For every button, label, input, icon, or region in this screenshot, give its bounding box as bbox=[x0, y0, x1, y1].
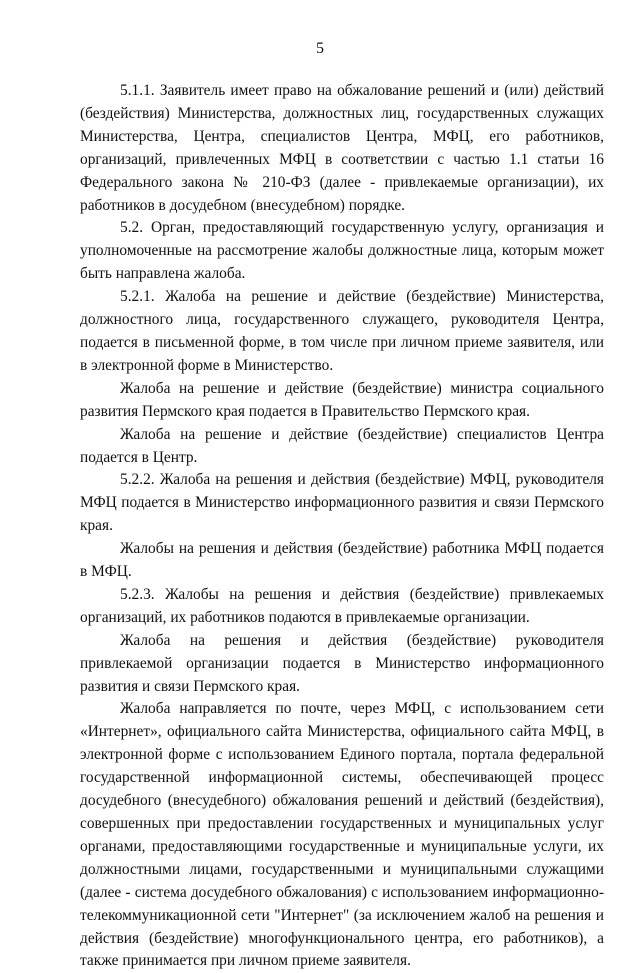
paragraph-submission-methods: Жалоба направляется по почте, через МФЦ, с использованием сети «Интернет», официального сайта Министерства, официального сайта МФЦ, в электронной форме с использованием Единого портала, портала федеральной государственной информационной системы, обеспечивающей процесс досудебного (внесудебного) обжалования решений и действий (бездействия), совершенных при предоставлении государственных и муниципальных услуг органами, предоставляющими государственные и муниципальные услуги, их должностными лицами, государственными и муниципальными служащими (далее - система досудебного обжалования) с использованием информационно-телекоммуникационной сети "Интернет" (за исключением жалоб на решения и действия (бездействие) многофункционального центра, его работников), а также принимается при личном приеме заявителя. bbox=[80, 700, 604, 970]
document-body bbox=[80, 80, 604, 973]
paragraph-5-1-1: 5.1.1. Заявитель имеет право на обжалование решений и (или) действий (бездействия) Министерства, должностных лиц, государственных служащих Министерства, Центра, специалистов Центра, МФЦ, его работников, организаций, привлеченных МФЦ в соответствии с частью 1.1 статьи 16 Федерального закона № 210-ФЗ (далее - привлекаемые организации), их работников в досудебном (внесудебном) порядке. bbox=[80, 82, 604, 214]
paragraph-center-complaint: Жалоба на решение и действие (бездействие) специалистов Центра подается в Центр. bbox=[80, 425, 604, 466]
paragraph-5-2-2: 5.2.2. Жалоба на решения и действия (бездействие) МФЦ, руководителя МФЦ подается в Министерство информационного развития и связи Пермского края. bbox=[80, 471, 604, 535]
paragraph-5-2: 5.2. Орган, предоставляющий государственную услугу, организация и уполномоченные на рассмотрение жалобы должностные лица, которым может быть направлена жалоба. bbox=[80, 219, 604, 283]
paragraph-mfc-worker-complaint: Жалобы на решения и действия (бездействие) работника МФЦ подается в МФЦ. bbox=[80, 540, 604, 581]
page-number: 5 bbox=[316, 40, 324, 57]
paragraph-org-head-complaint: Жалоба на решения и действия (бездействие) руководителя привлекаемой организации подается в Министерство информационного развития и связи Пермского края. bbox=[80, 631, 604, 695]
paragraph-5-2-1: 5.2.1. Жалоба на решение и действие (бездействие) Министерства, должностного лица, государственного служащего, руководителя Центра, подается в письменной форме, в том числе при личном приеме заявителя, или в электронной форме в Министерство. bbox=[80, 288, 604, 374]
paragraph-minister-complaint: Жалоба на решение и действие (бездействие) министра социального развития Пермского края подается в Правительство Пермского края. bbox=[80, 379, 604, 420]
paragraph-5-2-3: 5.2.3. Жалобы на решения и действия (бездействие) привлекаемых организаций, их работников подаются в привлекаемые организации. bbox=[80, 585, 604, 626]
